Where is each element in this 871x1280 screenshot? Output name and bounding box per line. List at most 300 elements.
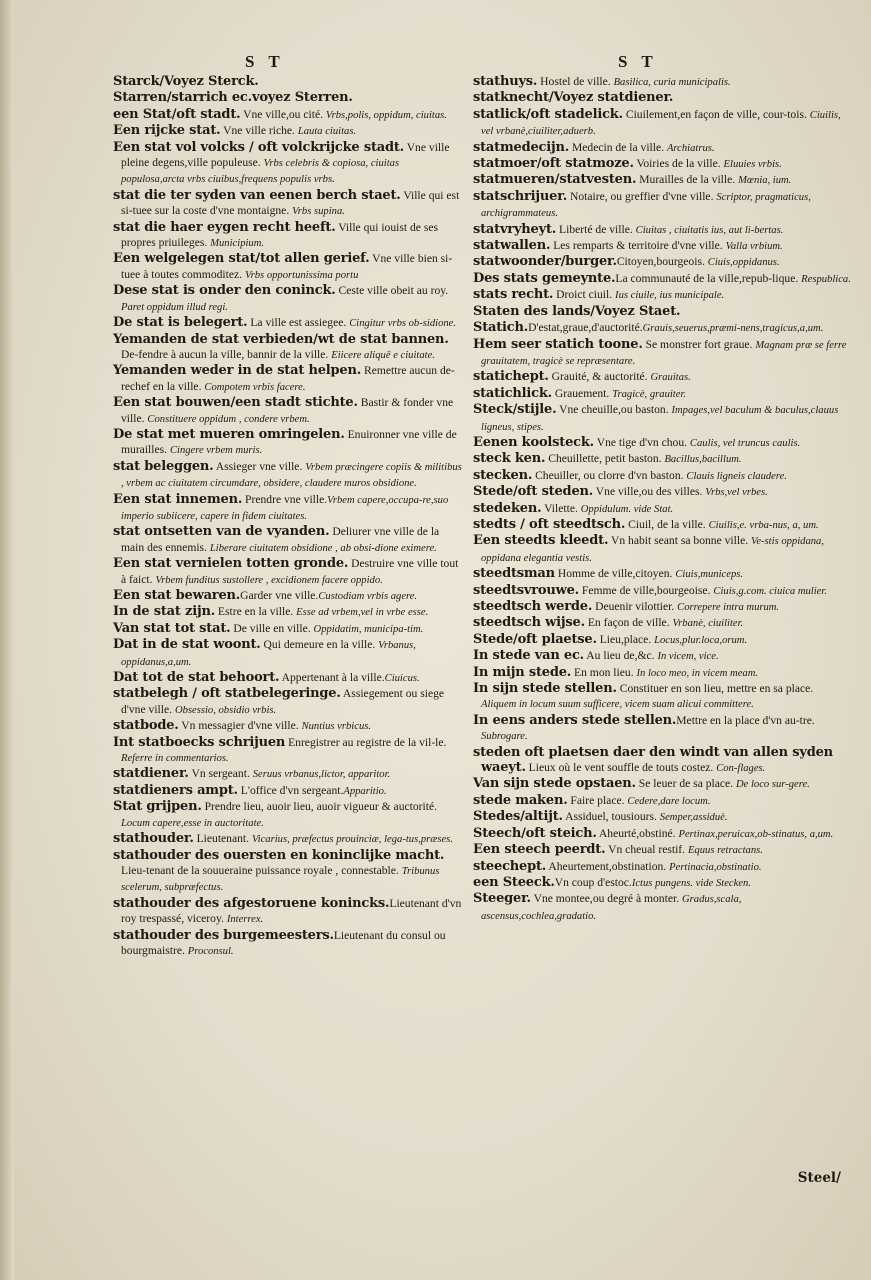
entry-french: Enregistrer au registre de la vil-le. — [285, 735, 447, 749]
entry-french: Deuenir vilottier. — [592, 600, 678, 613]
entry-french: Droict ciuil. — [553, 288, 616, 302]
entry-headword: statlick/oft stadelick. — [473, 106, 623, 122]
entry-latin: Eluuies vrbis. — [723, 159, 782, 171]
entry-headword: Yemanden de stat verbieden/wt de stat bannen. — [113, 331, 449, 347]
entry-french: Deliurer vne ville de la main des ennemis. — [121, 525, 440, 554]
dictionary-entry — [113, 524, 465, 556]
entry-headword: stedeken. — [473, 500, 542, 516]
entry-headword: In stede van ec. — [473, 648, 585, 664]
entry-french: Citoyen,bourgeois. — [616, 255, 708, 269]
dictionary-entry — [113, 90, 465, 106]
entry-french: Homme de ville,citoyen. — [554, 567, 676, 581]
entry-french: Lieutenant du consul ou bourgmaistre. — [121, 928, 446, 957]
entry-latin: Respublica. — [801, 273, 851, 285]
entry-latin: Ciuilis, vel vrbanè,ciuiliter,aduerb. — [481, 109, 841, 138]
entry-headword: statmueren/statvesten. — [473, 172, 637, 188]
entry-french: Faire place. — [567, 793, 628, 807]
dictionary-entry — [113, 123, 465, 139]
dictionary-entry — [473, 891, 851, 924]
entry-headword: Stede/oft plaetse. — [473, 631, 597, 647]
dictionary-entry — [473, 566, 851, 582]
entry-headword: statmoer/oft statmoze. — [473, 156, 634, 172]
dictionary-entry — [473, 665, 851, 681]
entry-headword: Steeger. — [473, 891, 531, 907]
entry-headword: stedts / oft steedtsch. — [473, 516, 626, 532]
entry-french: Au lieu de,&c. — [584, 649, 658, 663]
entry-french: Ville qui iouist de ses propres priuileges. — [121, 220, 438, 250]
dictionary-entry — [473, 435, 851, 451]
dictionary-entry — [113, 363, 465, 395]
entry-latin: Vrbanè, ciuiliter. — [672, 618, 744, 630]
dictionary-entry — [113, 188, 465, 220]
dictionary-entry — [473, 172, 851, 188]
entry-latin: Grauitas. — [650, 372, 691, 384]
dictionary-entry — [473, 287, 851, 303]
entry-latin: Oppidulum. vide Stat. — [580, 503, 674, 515]
entry-headword: Een stat vernielen totten gronde. — [113, 556, 349, 572]
entry-latin: Clauis ligneis claudere. — [686, 470, 787, 482]
dictionary-entry — [113, 928, 465, 960]
entry-headword: steck ken. — [473, 451, 546, 467]
entry-french: L'office d'vn sergeant. — [237, 783, 344, 797]
dictionary-entry — [473, 599, 851, 615]
entry-headword: stecken. — [473, 467, 533, 483]
dictionary-entry — [473, 222, 851, 238]
entry-latin: Vrbs,polis, oppidum, ciuitas. — [325, 109, 447, 121]
entry-french: Bastir & fonder vne ville. — [121, 396, 454, 425]
entry-french: Vn habit seant sa bonne ville. — [608, 534, 752, 548]
entry-latin: Vrbem præcingere copiis & militibus , vrbem ac ciuitatem circumdare, obsidere, claudere muros obsidione. — [121, 461, 462, 490]
entry-latin: Referre in commentarios. — [121, 753, 229, 765]
entry-french: Aheurtement,obstination. — [546, 859, 670, 873]
entry-french: Femme de ville,bourgeoise. — [579, 583, 714, 597]
entry-latin: Proconsul. — [187, 945, 234, 957]
entry-latin: Eiicere aliquē e ciuitate. — [331, 349, 435, 361]
dictionary-entry — [473, 304, 851, 320]
entry-french: Les remparts & territoire d'vne ville. — [550, 239, 726, 253]
dictionary-entry — [113, 621, 465, 637]
dictionary-entry — [473, 501, 851, 517]
entry-latin: Basilica, curia municipalis. — [613, 77, 731, 88]
entry-french: Lieux où le vent souffle de touts costez. — [525, 761, 717, 775]
entry-headword: steechept. — [473, 858, 547, 874]
entry-french: Notaire, ou greffier d'vne ville. — [567, 189, 717, 203]
entry-french: Vn sergeant. — [188, 767, 253, 781]
entry-latin: Ciuitas , ciuitatis ius, aut li-bertas. — [635, 224, 784, 236]
entry-headword: stat beleggen. — [113, 458, 214, 474]
dictionary-entry — [473, 809, 851, 825]
entry-french: La ville est assiegee. — [247, 316, 350, 330]
entry-latin: Obsessio, obsidio vrbis. — [174, 704, 277, 716]
entry-headword: Een stat bouwen/een stadt stichte. — [113, 395, 358, 411]
entry-latin: In vicem, vice. — [657, 651, 719, 663]
entry-headword: Dese stat is onder den coninck. — [113, 283, 336, 299]
entry-french: D'estat,graue,d'auctorité. — [528, 321, 643, 335]
entry-latin: Vrbs opportunissima portu — [244, 269, 359, 281]
entry-latin: Semper,assiduè. — [659, 812, 728, 824]
entry-latin: Correpere intra murum. — [677, 602, 780, 613]
dictionary-entry — [113, 637, 465, 670]
page-header-right: S T — [618, 52, 658, 71]
entry-latin: Vrbem capere,occupa-re,suo imperio subiicere, capere in fidem ciuitates. — [121, 494, 449, 522]
entry-french: Qui demeure en la ville. — [260, 638, 379, 652]
entry-latin: Paret oppidum illud regi. — [121, 301, 228, 313]
entry-french: Vn coup d'estoc. — [554, 875, 632, 889]
entry-latin: Vicarius, præfectus prouinciæ, lega-tus,præses. — [251, 834, 453, 846]
entry-latin: Tragicè, grauiter. — [612, 388, 687, 400]
entry-headword: stat die haer eygen recht heeft. — [113, 219, 336, 235]
entry-french: Se monstrer fort graue. — [642, 337, 756, 351]
entry-headword: statwallen. — [473, 238, 551, 254]
entry-latin: Ciuis,municeps. — [675, 569, 744, 581]
entry-latin: Aliquem in locum suum sufficere, vicem suam alicui committere. — [481, 699, 754, 711]
dictionary-entry — [473, 107, 851, 140]
dictionary-entry — [113, 670, 465, 686]
dictionary-entry — [473, 451, 851, 467]
entry-latin: Compotem vrbis facere. — [204, 381, 306, 393]
entry-latin: Vrbs supina. — [292, 206, 345, 218]
entry-headword: Yemanden weder in de stat helpen. — [113, 363, 362, 379]
entry-french: Mettre en la place d'vn au-tre. — [676, 713, 815, 727]
entry-headword: Statich. — [473, 320, 529, 336]
entry-headword: Stede/oft steden. — [473, 484, 594, 500]
entry-headword: Steck/stijle. — [473, 402, 557, 418]
entry-latin: Tribunus scelerum, subpræfectus. — [121, 865, 440, 894]
dictionary-entry — [473, 648, 851, 664]
dictionary-entry — [113, 283, 465, 315]
entry-french: Assiduel, tousiours. — [562, 810, 660, 824]
entry-latin: Vrbanus, oppidanus,a,um. — [121, 640, 416, 668]
entry-headword: Stedes/altijt. — [473, 809, 563, 825]
entry-latin: Bacillus,bacillum. — [664, 454, 742, 466]
dictionary-entry — [473, 271, 851, 287]
dictionary-entry — [113, 107, 465, 123]
dictionary-entry — [473, 254, 851, 270]
dictionary-entry — [473, 484, 851, 500]
dictionary-entry — [113, 220, 465, 252]
entry-headword: statbode. — [113, 718, 179, 734]
entry-french: Prendre vne ville. — [242, 492, 328, 506]
entry-french: Ciuilement,en façon de ville, cour-tois. — [622, 107, 810, 121]
dictionary-entry — [473, 826, 851, 842]
dictionary-entry — [113, 140, 465, 188]
entry-headword: Staten des lands/Voyez Staet. — [473, 303, 681, 319]
entry-french: Cheuillette, petit baston. — [545, 452, 665, 466]
dictionary-entry — [113, 604, 465, 620]
entry-headword: Eenen koolsteck. — [473, 434, 595, 450]
entry-french: Vn messagier d'vne ville. — [178, 719, 302, 733]
entry-headword: Dat tot de stat behoort. — [113, 670, 280, 686]
entry-french: Vne ville bien si-tuee à toutes commoditez. — [121, 252, 453, 281]
entry-french: Cheuiller, ou clorre d'vn baston. — [532, 468, 687, 482]
entry-french: Hostel de ville. — [537, 75, 614, 88]
entry-headword: statknecht/Voyez statdiener. — [473, 90, 674, 106]
entry-headword: stats recht. — [473, 287, 554, 303]
entry-headword: steedtsvrouwe. — [473, 582, 579, 598]
entry-latin: Ciuicus. — [384, 673, 420, 685]
entry-latin: Oppidatim, municipa-tim. — [313, 623, 424, 635]
right-column — [473, 74, 851, 924]
dictionary-entry — [473, 681, 851, 713]
entry-latin: Pertinax,peruicax,ob-stinatus, a,um. — [678, 828, 834, 840]
entry-headword: steedtsch werde. — [473, 599, 593, 614]
entry-headword: statbelegh / oft statbelegeringe. — [113, 686, 341, 702]
entry-french: Vne ville,ou des villes. — [593, 485, 706, 499]
entry-latin: Lauta ciuitas. — [297, 126, 357, 138]
entry-headword: Een steedts kleedt. — [473, 533, 609, 549]
entry-latin: Con-flages. — [716, 763, 766, 775]
entry-french: Appertenant à la ville. — [279, 671, 385, 685]
entry-french: Constituer en son lieu, mettre en sa place. — [616, 682, 814, 696]
entry-headword: Een welgelegen stat/tot allen gerief. — [113, 251, 370, 267]
dictionary-entry — [473, 875, 851, 891]
dictionary-entry — [473, 517, 851, 533]
entry-headword: steedtsman — [473, 566, 555, 582]
entry-latin: In loco meo, in vicem meam. — [636, 667, 758, 679]
dictionary-entry — [473, 713, 851, 745]
entry-headword: Een steech peerdt. — [473, 842, 606, 858]
entry-latin: Apparitio. — [343, 785, 387, 797]
entry-headword: Van stat tot stat. — [113, 620, 231, 636]
entry-latin: Nuntius vrbicus. — [301, 721, 372, 733]
entry-latin: Cingere vrbem muris. — [169, 445, 263, 457]
dictionary-entry — [113, 395, 465, 427]
entry-latin: Seruus vrbanus,lictor, apparitor. — [252, 769, 391, 781]
entry-headword: In sijn stede stellen. — [473, 681, 617, 697]
entry-headword: Int statboecks schrijuen — [113, 734, 286, 750]
dictionary-entry — [113, 427, 465, 459]
entry-headword: Een stat vol volcks / oft volckrijcke stadt. — [113, 139, 404, 155]
page-gutter-shadow — [0, 0, 14, 1280]
dictionary-entry — [473, 238, 851, 254]
entry-headword: Dat in de stat woont. — [113, 637, 261, 653]
dictionary-entry — [473, 140, 851, 156]
dictionary-entry — [473, 583, 851, 599]
entry-french: Aheurté,obstiné. — [596, 826, 679, 840]
dictionary-entry — [113, 332, 465, 364]
entry-french: Remettre aucun de-rechef en la ville. — [121, 364, 455, 393]
entry-latin: Subrogare. — [481, 731, 528, 743]
entry-headword: stathouder des ouersten en koninclijke macht. — [113, 847, 445, 863]
entry-latin: Ciuis,g.com. ciuica mulier. — [713, 585, 827, 597]
dictionary-entry — [113, 588, 465, 604]
entry-latin: Constituere oppidum , condere vrbem. — [147, 413, 310, 425]
dictionary-entry — [473, 369, 851, 385]
entry-french: Liberté de ville. — [556, 222, 636, 236]
dictionary-entry — [113, 686, 465, 718]
entry-french: La communauté de la ville,repub-lique. — [615, 271, 802, 285]
entry-latin: Archiatrus. — [666, 142, 715, 154]
entry-latin: Custodiam vrbis agere. — [318, 591, 418, 602]
entry-headword: stathuys. — [473, 74, 538, 89]
dictionary-entry — [113, 459, 465, 492]
entry-headword: Hem seer statich toone. — [473, 336, 643, 352]
entry-latin: Municipium. — [210, 238, 265, 250]
dictionary-entry — [473, 337, 851, 370]
entry-latin: Ve-stis oppidana, oppidana elegantia vestis. — [481, 536, 825, 564]
dictionary-entry — [473, 632, 851, 648]
entry-french: Vne ville pleine degens,ville populeuse. — [121, 140, 450, 170]
entry-french: Lieutenant. — [193, 832, 252, 846]
entry-headword: statvryheyt. — [473, 221, 557, 237]
entry-french: Assiegement ou siege d'vne ville. — [121, 687, 445, 716]
entry-headword: statdiener. — [113, 766, 189, 782]
dictionary-entry — [473, 402, 851, 435]
entry-latin: Locus,plur.loca,orum. — [654, 634, 748, 646]
entry-headword: statichlick. — [473, 385, 552, 401]
dictionary-entry — [113, 831, 465, 847]
entry-headword: statdieners ampt. — [113, 782, 238, 798]
dictionary-entry — [473, 320, 851, 336]
entry-latin: Mœnia, ium. — [738, 175, 792, 187]
entry-french: Assieger vne ville. — [213, 459, 306, 473]
dictionary-entry — [473, 156, 851, 172]
entry-headword: Een stat bewaren. — [113, 588, 241, 603]
entry-latin: Cingitur vrbs ob-sidione. — [349, 318, 457, 330]
entry-latin: Liberare ciuitatem obsidione , ab obsi-dione eximere. — [209, 542, 437, 554]
entry-latin: Ius ciuile, ius municipale. — [615, 290, 725, 302]
entry-headword: stede maken. — [473, 792, 568, 808]
entry-headword: Des stats gemeynte. — [473, 270, 616, 286]
dictionary-entry — [113, 492, 465, 525]
entry-french: Vne ville riche. — [220, 124, 298, 138]
page-header-left: S T — [245, 52, 285, 71]
entry-headword: stathouder des afgestoruene konincks. — [113, 895, 390, 911]
entry-headword: stat die ter syden van eenen berch staet. — [113, 187, 401, 203]
entry-headword: een Steeck. — [473, 874, 555, 890]
entry-french: Lieutenant d'vn roy trespassé, viceroy. — [121, 896, 462, 926]
entry-headword: stathouder. — [113, 831, 194, 847]
entry-french: Vne cheuille,ou baston. — [556, 403, 672, 417]
entry-french: Voiries de la ville. — [633, 157, 724, 171]
entry-headword: Starck/Voyez Sterck. — [113, 74, 259, 89]
entry-headword: De stat met mueren omringelen. — [113, 426, 345, 442]
entry-french: Vne ville,ou cité. — [240, 107, 326, 121]
entry-french: Medecin de la ville. — [569, 140, 667, 154]
dictionary-entry — [473, 74, 851, 90]
dictionary-entry — [113, 848, 465, 896]
dictionary-entry — [473, 842, 851, 858]
entry-latin: Ciuis,oppidanus. — [707, 257, 780, 269]
entry-french: En façon de ville. — [584, 616, 673, 630]
dictionary-entry — [473, 533, 851, 566]
dictionary-entry — [113, 799, 465, 831]
entry-headword: In de stat zijn. — [113, 604, 216, 620]
entry-french: Vilette. — [541, 501, 581, 515]
entry-latin: Equus retractans. — [687, 845, 763, 857]
dictionary-entry — [113, 556, 465, 588]
entry-french: Garder vne ville. — [240, 589, 319, 602]
dictionary-entry — [113, 74, 465, 90]
entry-french: Ciuil, de la ville. — [625, 517, 709, 531]
entry-french: Lieu-tenant de la souueraine puissance royale , connestable. — [121, 863, 402, 877]
entry-french: Vn cheual restif. — [605, 843, 688, 857]
dictionary-entry — [473, 90, 851, 106]
entry-headword: Stat grijpen. — [113, 799, 202, 815]
entry-headword: Starren/starrich ec.voyez Sterren. — [113, 90, 353, 106]
entry-headword: De stat is belegert. — [113, 315, 248, 331]
entry-latin: Pertinacia,obstinatio. — [669, 861, 762, 873]
catchword: Steel/ — [797, 1170, 841, 1186]
entry-french: Vne tige d'vn chou. — [594, 435, 690, 449]
entry-latin: Caulis, vel truncus caulis. — [689, 437, 801, 449]
entry-headword: In mijn stede. — [473, 664, 572, 680]
entry-french: Ville qui est si-tuee sur la coste d'vne montaigne. — [121, 188, 460, 218]
dictionary-entry — [113, 718, 465, 734]
entry-french: Murailles de la ville. — [636, 173, 739, 187]
entry-french: Vne montee,ou degré à monter. — [530, 892, 682, 906]
entry-headword: statichept. — [473, 369, 549, 385]
entry-french: Grauement. — [551, 386, 613, 400]
dictionary-entry — [473, 468, 851, 484]
entry-french: De ville en ville. — [230, 621, 314, 635]
entry-french: De-fendre à aucun la ville, bannir de la ville. — [121, 347, 332, 361]
dictionary-entry — [113, 251, 465, 283]
entry-latin: Ictus pungens. vide Stecken. — [631, 877, 751, 889]
entry-headword: statmedecijn. — [473, 139, 570, 155]
entry-headword: Een rijcke stat. — [113, 123, 221, 139]
entry-french: Destruire vne ville tout à faict. — [121, 557, 459, 586]
left-column — [113, 74, 465, 959]
entry-headword: statwoonder/burger. — [473, 254, 617, 270]
entry-latin: Ciuilis,e. vrba-nus, a, um. — [708, 519, 819, 531]
entry-latin: Locum capere,esse in auctoritate. — [121, 817, 264, 829]
entry-latin: Impages,vel baculum & baculus,clauus ligneus, stipes. — [481, 405, 839, 433]
entry-headword: een Stat/oft stadt. — [113, 106, 241, 122]
entry-latin: Vrbs celebris & copiosa, ciuitas populosa,arcta vrbs ciuibus,frequens populis vrbs. — [121, 158, 400, 186]
entry-headword: Een stat innemen. — [113, 491, 243, 507]
dictionary-entry — [113, 896, 465, 928]
entry-french: En mon lieu. — [571, 665, 637, 679]
entry-headword: In eens anders stede stellen. — [473, 712, 677, 728]
entry-latin: Scriptor, pragmaticus, archigrammateus. — [481, 191, 811, 220]
entry-headword: Van sijn stede opstaen. — [473, 776, 636, 792]
dictionary-entry — [473, 859, 851, 875]
dictionary-entry — [473, 745, 851, 777]
dictionary-entry — [473, 776, 851, 792]
entry-french: Grauité, & auctorité. — [548, 370, 651, 384]
entry-latin: Esse ad vrbem,vel in vrbe esse. — [296, 607, 429, 619]
dictionary-entry — [113, 735, 465, 767]
dictionary-entry — [473, 615, 851, 631]
dictionary-entry — [473, 189, 851, 222]
entry-headword: steedtsch wijse. — [473, 615, 585, 631]
dictionary-entry — [113, 315, 465, 331]
entry-latin: Magnam præ se ferre grauitatem, tragicè se repræsentare. — [481, 339, 847, 367]
entry-french: Prendre lieu, auoir lieu, auoir vigueur & auctorité. — [201, 800, 438, 814]
entry-french: Se leuer de sa place. — [635, 777, 736, 791]
entry-latin: Grauis,seuerus,præmi-nens,tragicus,a,um. — [642, 323, 824, 335]
dictionary-entry — [473, 793, 851, 809]
dictionary-entry — [113, 783, 465, 799]
entry-french: Ceste ville obeit au roy. — [335, 284, 449, 298]
entry-headword: Steech/oft steich. — [473, 825, 597, 841]
entry-latin: Cedere,dare locum. — [627, 795, 711, 807]
entry-latin: Vrbem funditus sustollere , excidionem facere oppido. — [155, 574, 383, 586]
entry-headword: stathouder des burgemeesters. — [113, 927, 334, 943]
entry-latin: Interrex. — [226, 914, 264, 926]
entry-latin: Gradus,scala, ascensus,cochlea,gradatio. — [481, 894, 742, 922]
entry-headword: stat ontsetten van de vyanden. — [113, 524, 330, 540]
entry-headword: steden oft plaetsen daer den windt van allen syden waeyt. — [473, 744, 833, 776]
entry-latin: De loco sur-gere. — [735, 779, 810, 791]
entry-french: Estre en la ville. — [215, 605, 297, 619]
entry-headword: statschrijuer. — [473, 188, 568, 204]
entry-french: Lieu,place. — [596, 632, 655, 646]
entry-latin: Vrbs,vel vrbes. — [705, 487, 768, 499]
dictionary-entry — [473, 386, 851, 402]
entry-latin: Valla vrbium. — [725, 241, 783, 253]
